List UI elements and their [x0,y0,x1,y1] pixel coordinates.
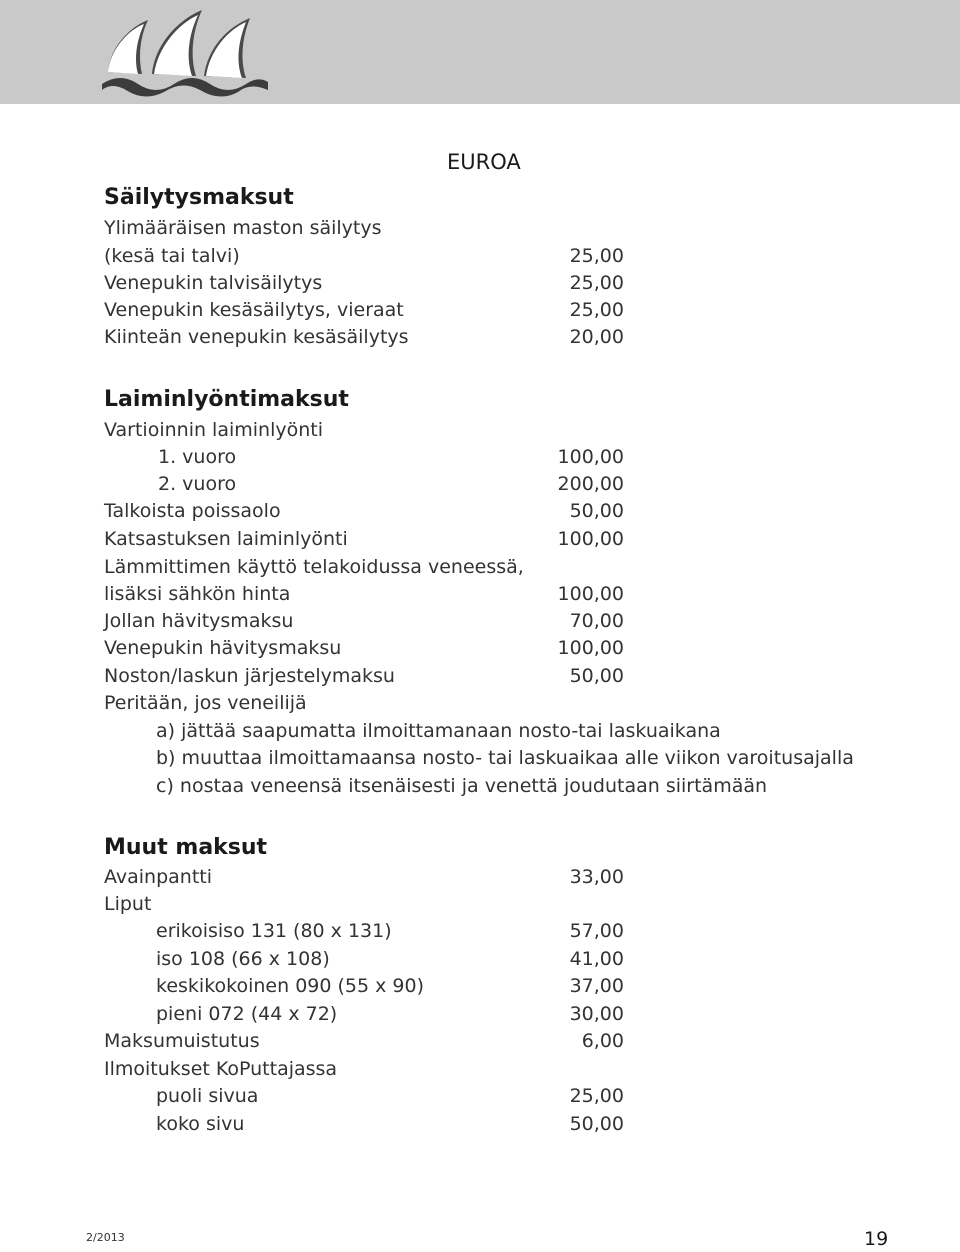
price-row [104,1111,624,1137]
price-row [104,1083,624,1109]
row-label: Peritään, jos veneilijä [104,692,307,714]
currency-label: EUROA [447,150,521,174]
row-label: a) jättää saapumatta ilmoittamanaan nosto-tai laskuaikana [156,720,721,742]
row-label: Maksumuistutus [104,1030,260,1052]
row-amount: 25,00 [569,299,624,321]
row-label: Liput [104,893,152,915]
price-row [104,270,624,296]
price-row [104,1056,624,1082]
row-amount: 30,00 [569,1003,624,1025]
price-row [104,498,624,524]
row-label: Kiinteän venepukin kesäsäilytys [104,326,409,348]
row-amount: 100,00 [557,583,624,605]
row-label: Avainpantti [104,866,213,888]
row-label: puoli sivua [156,1085,259,1107]
condition-item [104,745,854,771]
row-amount: 100,00 [557,446,624,468]
row-amount: 100,00 [557,637,624,659]
price-row [104,891,624,917]
row-label: Venepukin talvisäilytys [104,272,323,294]
issue-label: 2/2013 [86,1231,125,1244]
row-amount: 50,00 [569,500,624,522]
price-row [104,215,624,241]
row-label: lisäksi sähkön hinta [104,583,291,605]
price-row [104,243,624,269]
row-label: pieni 072 (44 x 72) [156,1003,338,1025]
row-amount: 25,00 [569,272,624,294]
row-amount: 50,00 [569,1113,624,1135]
row-label: erikoisiso 131 (80 x 131) [156,920,392,942]
price-row [104,554,624,580]
price-row [104,973,624,999]
row-amount: 20,00 [569,326,624,348]
row-amount: 50,00 [569,665,624,687]
condition-item [104,773,768,799]
row-label: Ilmoitukset KoPuttajassa [104,1058,338,1080]
price-row [104,526,624,552]
price-row [104,297,624,323]
row-amount: 33,00 [569,866,624,888]
price-row [104,635,624,661]
row-label: c) nostaa veneensä itsenäisesti ja venettä joudutaan siirtämään [156,775,768,797]
row-label: Lämmittimen käyttö telakoidussa veneessä, [104,556,524,578]
price-row [104,864,624,890]
row-label: Katsastuksen laiminlyönti [104,528,348,550]
price-row [104,663,624,689]
section-heading-neglect: Laiminlyöntimaksut [104,387,349,412]
row-label: b) muuttaa ilmoittamaansa nosto- tai laskuaikaa alle viikon varoitusajalla [156,747,854,769]
price-row [104,417,624,443]
page-number: 19 [864,1228,889,1250]
price-row [104,581,624,607]
condition-item [104,718,721,744]
price-row [104,918,624,944]
row-label: Venepukin hävitysmaksu [104,637,342,659]
row-label: 2. vuoro [158,473,237,495]
row-amount: 41,00 [569,948,624,970]
section-heading-storage: Säilytysmaksut [104,185,294,210]
row-amount: 6,00 [581,1030,624,1052]
row-amount: 25,00 [569,1085,624,1107]
row-label: (kesä tai talvi) [104,245,240,267]
price-row [104,444,624,470]
price-row [104,608,624,634]
row-label: Noston/laskun järjestelymaksu [104,665,395,687]
price-row [104,1001,624,1027]
row-label: Vartioinnin laiminlyönti [104,419,324,441]
row-amount: 70,00 [569,610,624,632]
row-label: 1. vuoro [158,446,237,468]
row-label: Ylimääräisen maston säilytys [104,217,382,239]
header-band [0,0,960,104]
row-amount: 200,00 [557,473,624,495]
row-amount: 37,00 [569,975,624,997]
price-row [104,471,624,497]
row-label: Venepukin kesäsäilytys, vieraat [104,299,404,321]
price-row [104,1028,624,1054]
price-row [104,324,624,350]
row-amount: 25,00 [569,245,624,267]
price-row [104,946,624,972]
price-row [104,690,624,716]
row-label: iso 108 (66 x 108) [156,948,330,970]
sails-logo [100,2,270,98]
row-amount: 100,00 [557,528,624,550]
section-heading-other: Muut maksut [104,835,268,860]
row-label: koko sivu [156,1113,245,1135]
row-label: Talkoista poissaolo [104,500,281,522]
row-label: Jollan hävitysmaksu [104,610,294,632]
row-label: keskikokoinen 090 (55 x 90) [156,975,424,997]
row-amount: 57,00 [569,920,624,942]
